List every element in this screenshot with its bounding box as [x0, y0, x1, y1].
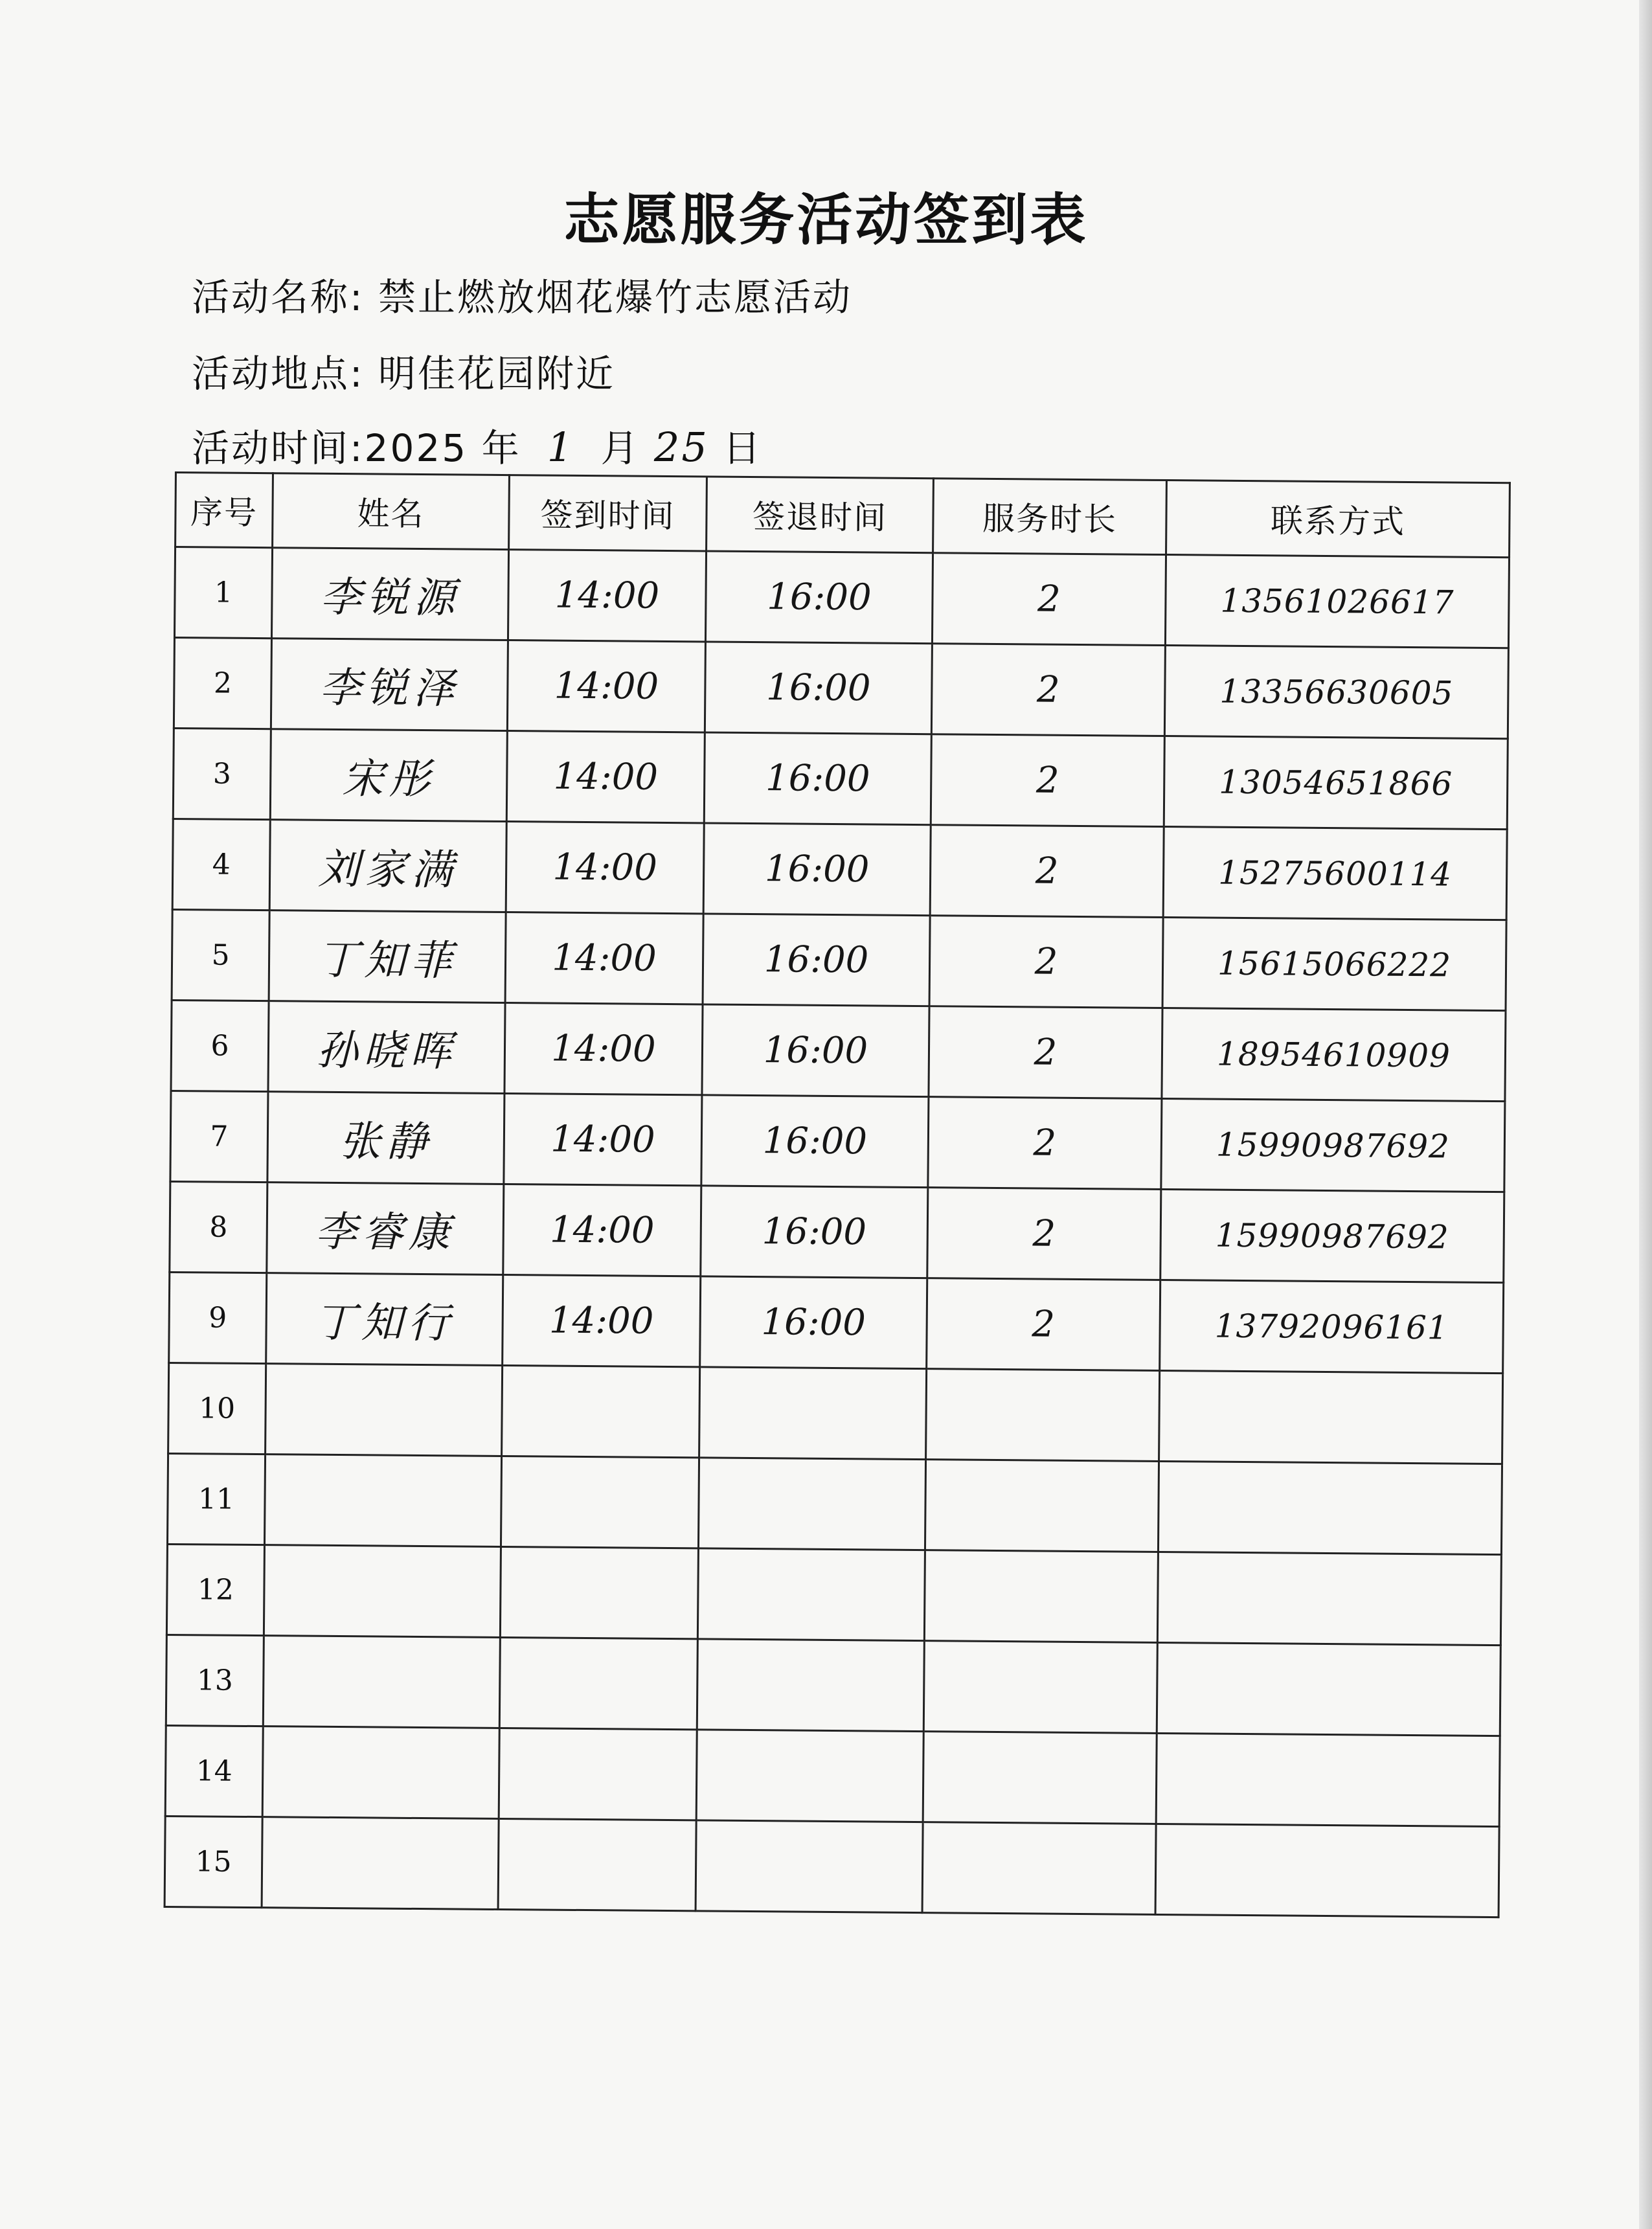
cell-sign-in	[499, 1728, 697, 1820]
cell-no: 2	[174, 638, 271, 729]
cell-no: 10	[168, 1363, 266, 1454]
cell-sign-in	[498, 1818, 696, 1910]
cell-hours	[923, 1641, 1157, 1734]
cell-hours	[922, 1822, 1156, 1915]
cell-sign-in	[502, 1366, 700, 1458]
cell-name-signature	[262, 1726, 499, 1819]
table-row	[166, 1544, 1501, 1645]
cell-no: 8	[170, 1181, 267, 1273]
cell-sign-in	[499, 1638, 697, 1730]
cell-name-signature: 李睿康	[267, 1182, 504, 1275]
column-header-sign-in: 签到时间	[509, 475, 707, 551]
cell-hours: 2	[927, 1188, 1161, 1280]
activity-time-line	[192, 418, 762, 472]
cell-sign-out: 16:00	[704, 732, 931, 825]
cell-hours: 2	[931, 734, 1164, 827]
activity-year: 2025 年	[364, 426, 521, 470]
cell-sign-in: 14:00	[508, 550, 706, 642]
cell-sign-out	[697, 1548, 925, 1641]
cell-no: 15	[164, 1816, 262, 1907]
column-header-hours: 服务时长	[933, 479, 1167, 555]
cell-name-signature: 丁知行	[266, 1273, 503, 1366]
cell-phone	[1157, 1642, 1500, 1736]
cell-name-signature	[263, 1636, 500, 1728]
cell-no: 7	[170, 1091, 268, 1182]
cell-no: 6	[171, 1000, 269, 1091]
cell-name-signature: 刘家满	[269, 820, 506, 912]
cell-phone: 18954610909	[1162, 1008, 1506, 1102]
cell-name-signature	[264, 1545, 501, 1638]
activity-name-value: 禁止燃放烟花爆竹志愿活动	[378, 275, 852, 319]
activity-name-line	[192, 267, 852, 321]
table-row	[166, 1635, 1500, 1736]
cell-hours	[925, 1460, 1159, 1552]
table-row	[174, 547, 1509, 648]
table-row	[170, 1181, 1504, 1282]
activity-day-handwritten: 25	[653, 424, 709, 471]
cell-name-signature	[262, 1817, 499, 1910]
cell-sign-out: 16:00	[705, 551, 933, 644]
activity-place-label: 活动地点:	[192, 352, 365, 396]
cell-name-signature: 李锐泽	[271, 639, 508, 731]
cell-phone: 15990987692	[1161, 1098, 1505, 1192]
cell-sign-in: 14:00	[503, 1184, 701, 1276]
table-row	[172, 909, 1506, 1010]
cell-hours	[926, 1369, 1160, 1462]
table-row	[169, 1272, 1504, 1373]
cell-phone	[1155, 1824, 1499, 1917]
table-row	[172, 819, 1507, 920]
cell-name-signature: 丁知菲	[269, 911, 506, 1003]
cell-hours	[924, 1550, 1158, 1643]
cell-name-signature: 孙晓晖	[268, 1001, 505, 1094]
cell-name-signature: 李锐源	[271, 548, 508, 640]
activity-month-unit: 月	[600, 426, 640, 470]
cell-name-signature	[264, 1454, 501, 1547]
cell-no: 5	[172, 909, 269, 1001]
cell-phone: 13792096161	[1160, 1280, 1504, 1373]
cell-hours: 2	[927, 1278, 1160, 1371]
cell-hours: 2	[931, 644, 1165, 736]
cell-sign-out: 16:00	[701, 1095, 929, 1188]
cell-no: 4	[172, 819, 270, 910]
cell-sign-out	[698, 1458, 925, 1550]
column-header-phone: 联系方式	[1166, 481, 1510, 558]
cell-phone	[1159, 1370, 1503, 1464]
cell-sign-out: 16:00	[705, 642, 932, 734]
cell-hours: 2	[928, 1097, 1162, 1190]
table-row	[165, 1725, 1500, 1826]
cell-sign-out	[699, 1367, 927, 1460]
cell-sign-in: 14:00	[507, 640, 705, 732]
cell-phone	[1158, 1461, 1502, 1554]
cell-sign-in	[501, 1456, 699, 1548]
cell-no: 9	[169, 1272, 267, 1363]
cell-phone	[1157, 1552, 1501, 1645]
column-header-name: 姓名	[273, 473, 510, 550]
cell-phone: 13356630605	[1164, 646, 1508, 739]
cell-no: 11	[167, 1453, 265, 1544]
column-header-no: 序号	[175, 473, 273, 548]
cell-sign-in: 14:00	[506, 822, 704, 914]
cell-no: 1	[174, 547, 272, 639]
table-row	[174, 638, 1508, 739]
cell-phone: 15615066222	[1162, 918, 1506, 1011]
cell-hours: 2	[930, 825, 1164, 918]
activity-day-unit: 日	[723, 426, 763, 470]
cell-sign-out: 16:00	[702, 1004, 929, 1097]
activity-time-label: 活动时间:	[192, 426, 365, 470]
cell-no: 3	[173, 728, 271, 819]
table-row	[168, 1363, 1503, 1464]
cell-sign-out	[696, 1820, 923, 1913]
cell-phone	[1156, 1733, 1500, 1826]
cell-sign-out: 16:00	[700, 1276, 927, 1369]
cell-phone: 13561026617	[1165, 555, 1509, 648]
cell-no: 13	[166, 1635, 264, 1726]
cell-sign-in: 14:00	[504, 1094, 702, 1186]
cell-no: 14	[165, 1725, 263, 1816]
cell-hours	[923, 1732, 1157, 1824]
cell-sign-in: 14:00	[505, 912, 703, 1004]
table-row	[170, 1091, 1505, 1192]
cell-sign-in: 14:00	[506, 731, 705, 823]
cell-sign-out	[696, 1730, 923, 1822]
column-header-sign-out: 签退时间	[707, 477, 934, 553]
activity-place-value: 明佳花园附近	[378, 352, 615, 396]
cell-name-signature: 宋彤	[270, 729, 507, 822]
cell-phone: 15275600114	[1163, 827, 1507, 920]
cell-sign-in: 14:00	[504, 1003, 703, 1095]
table-row	[164, 1816, 1499, 1917]
cell-hours: 2	[932, 553, 1166, 646]
page-edge	[1639, 0, 1652, 2229]
activity-place-line	[192, 343, 615, 398]
page-title: 志愿服务活动签到表	[563, 187, 1089, 253]
cell-no: 12	[166, 1544, 264, 1635]
cell-name-signature	[266, 1364, 503, 1456]
activity-month-handwritten: 1	[547, 424, 575, 471]
cell-hours: 2	[929, 916, 1163, 1008]
cell-phone: 13054651866	[1164, 736, 1508, 830]
cell-sign-out: 16:00	[703, 914, 930, 1006]
activity-name-label: 活动名称:	[192, 275, 365, 319]
table-header-row	[175, 473, 1510, 558]
cell-sign-in: 14:00	[503, 1275, 701, 1367]
table-row	[173, 728, 1508, 829]
cell-sign-in	[500, 1547, 698, 1639]
table-row	[167, 1453, 1502, 1554]
cell-sign-out: 16:00	[701, 1186, 928, 1278]
cell-name-signature: 张静	[267, 1092, 504, 1184]
cell-sign-out	[697, 1639, 924, 1732]
sign-in-table	[164, 471, 1511, 1918]
table-row	[171, 1000, 1506, 1101]
cell-hours: 2	[929, 1006, 1162, 1099]
cell-phone: 15990987692	[1160, 1189, 1504, 1282]
cell-sign-out: 16:00	[703, 823, 931, 916]
